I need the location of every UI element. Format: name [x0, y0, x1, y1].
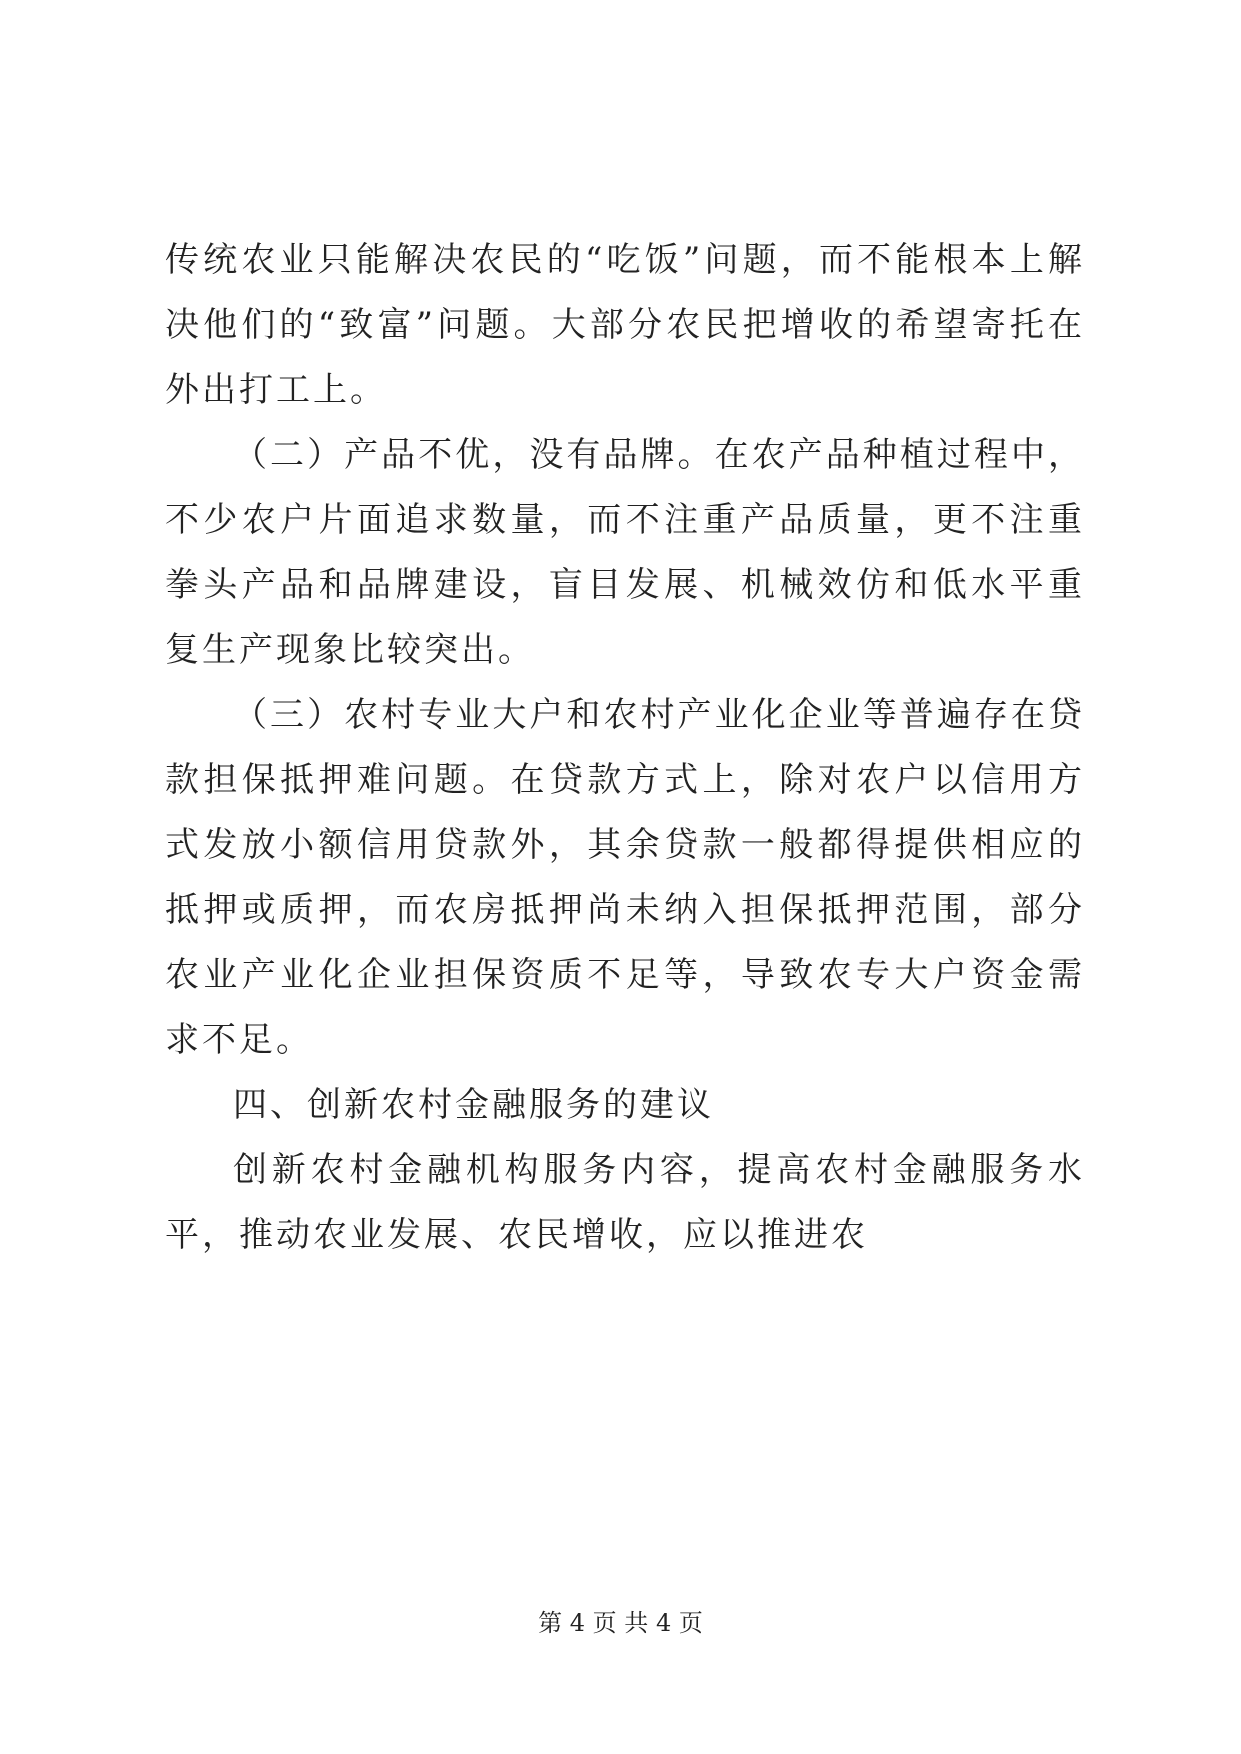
- paragraph-continuation: 传统农业只能解决农民的“吃饭”问题，而不能根本上解决他们的“致富”问题。大部分农民把增收的希望寄托在外出打工上。: [165, 240, 1085, 410]
- paragraph-products: （二）产品不优，没有品牌。在农产品种植过程中，不少农户片面追求数量，而不注重产品质量，更不注重拳头产品和品牌建设，盲目发展、机械效仿和低水平重复生产现象比较突出。: [165, 435, 1085, 670]
- page-footer: 第 4 页 共 4 页: [538, 1609, 703, 1637]
- section-heading: 四、创新农村金融服务的建议: [233, 1085, 714, 1125]
- document-body: [165, 228, 1085, 1268]
- paragraph-recommendation: 创新农村金融机构服务内容，提高农村金融服务水平，推动农业发展、农民增收，应以推进农: [165, 1150, 1085, 1255]
- paragraph-loans: （三）农村专业大户和农村产业化企业等普遍存在贷款担保抵押难问题。在贷款方式上，除对农户以信用方式发放小额信用贷款外，其余贷款一般都得提供相应的抵押或质押，而农房抵押尚未纳入担保抵押范围，部分农业产业化企业担保资质不足等，导致农专大户资金需求不足。: [165, 695, 1085, 1060]
